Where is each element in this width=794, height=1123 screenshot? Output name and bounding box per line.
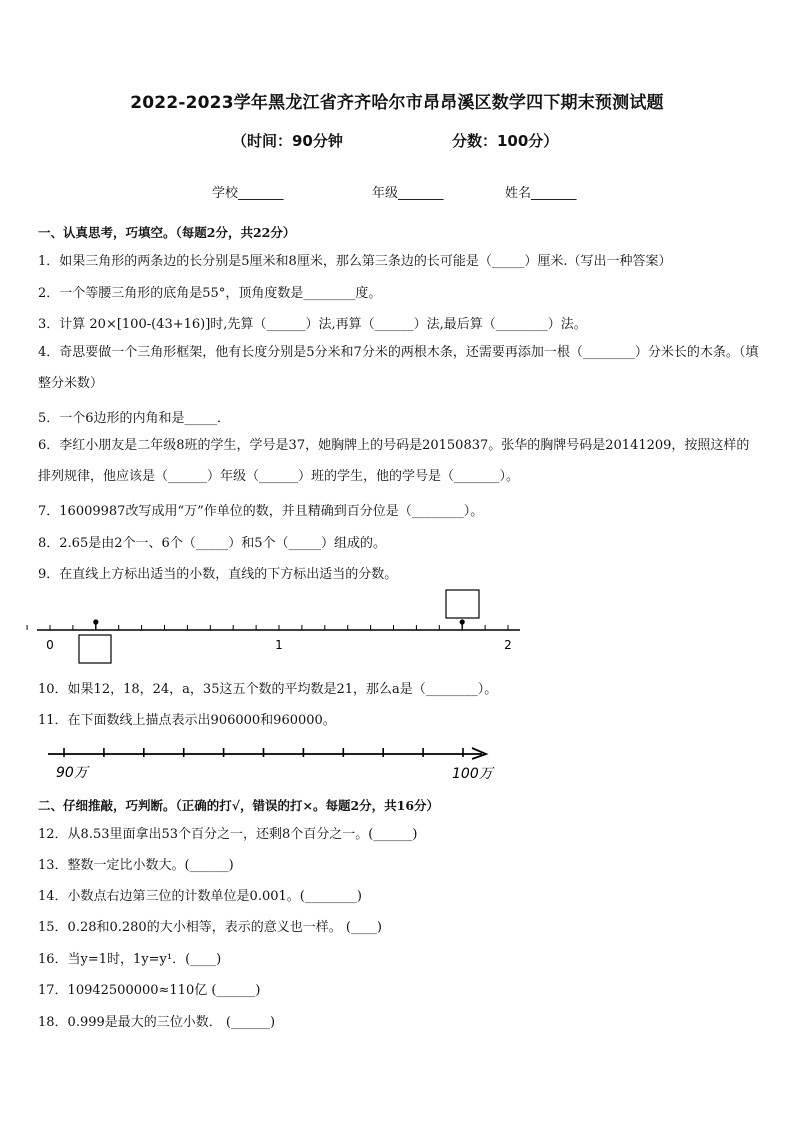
question-15: 15．0.28和0.280的大小相等，表示的意义也一样。 (____) <box>38 920 382 935</box>
question-14: 14．小数点右边第三位的计数单位是0.001。(________) <box>38 889 362 904</box>
number-line-1-dot <box>460 619 465 624</box>
answer-box-bottom[interactable] <box>79 635 111 663</box>
number-line-2-end-label: 100万 <box>452 766 493 782</box>
question-11: 11．在下面数线上描点表示出906000和960000。 <box>38 713 336 728</box>
question-17: 17．10942500000≈110亿 (______) <box>38 983 261 998</box>
question-1: 1．如果三角形的两条边的长分别是5厘米和8厘米，那么第三条边的长可能是（_____）厘米.（写出一种答案） <box>38 254 672 269</box>
question-3: 3．计算 20×[100-(43+16)]时,先算（______）法,再算（______）法,最后算（________）法。 <box>38 317 587 332</box>
question-5: 5．一个6边形的内角和是_____． <box>38 411 231 426</box>
exam-score: 分数：100分） <box>452 132 559 150</box>
number-line-2 <box>0 735 794 785</box>
question-12: 12．从8.53里面拿出53个百分之一，还剩8个百分之一。(______) <box>38 827 418 842</box>
number-line-1-label: 2 <box>504 638 512 652</box>
grade-field: 年级_______ <box>372 186 444 201</box>
number-line-1 <box>0 585 794 670</box>
question-13: 13．整数一定比小数大。(______) <box>38 858 234 873</box>
number-line-1-dot <box>93 619 98 624</box>
question-6: 6．李红小朋友是二年级8班的学生，学号是37，她胸牌上的号码是20150837。张华的胸牌号码是20141209，按照这样的排列规律，他应该是（______）年级（______）班的学生，他的学号是（_______）。 <box>38 438 750 484</box>
question-16: 16．当y=1时，1y=y¹．(____) <box>38 952 222 967</box>
answer-box-top[interactable] <box>446 590 479 618</box>
question-10: 10．如果12，18，24，a，35这五个数的平均数是21，那么a是（________）。 <box>38 682 498 697</box>
number-line-2-start-label: 90万 <box>56 765 88 781</box>
question-2: 2．一个等腰三角形的底角是55°，顶角度数是________度。 <box>38 286 382 301</box>
school-field: 学校_______ <box>212 186 284 201</box>
page-title: 2022-2023学年黑龙江省齐齐哈尔市昂昂溪区数学四下期末预测试题 <box>130 93 664 113</box>
number-line-1-label: 1 <box>275 638 283 652</box>
name-field: 姓名_______ <box>505 186 577 201</box>
section-2-heading: 二、仔细推敲，巧判断。（正确的打√，错误的打×。每题2分，共16分） <box>38 798 440 813</box>
question-9: 9．在直线上方标出适当的小数，直线的下方标出适当的分数。 <box>38 567 398 582</box>
question-18: 18．0.999是最大的三位小数． (______) <box>38 1015 276 1030</box>
section-1-heading: 一、认真思考，巧填空。（每题2分，共22分） <box>38 225 296 240</box>
exam-time: （时间：90分钟 <box>232 132 343 150</box>
question-4: 4．奇思要做一个三角形框架，他有长度分别是5分米和7分米的两根木条，还需要再添加一根（________）分米长的木条。（填整分米数） <box>38 345 759 391</box>
question-7: 7．16009987改写成用“万”作单位的数，并且精确到百分位是（________）。 <box>38 504 484 519</box>
question-8: 8．2.65是由2个一、6个（_____）和5个（_____）组成的。 <box>38 536 387 551</box>
number-line-1-label: 0 <box>46 638 54 652</box>
